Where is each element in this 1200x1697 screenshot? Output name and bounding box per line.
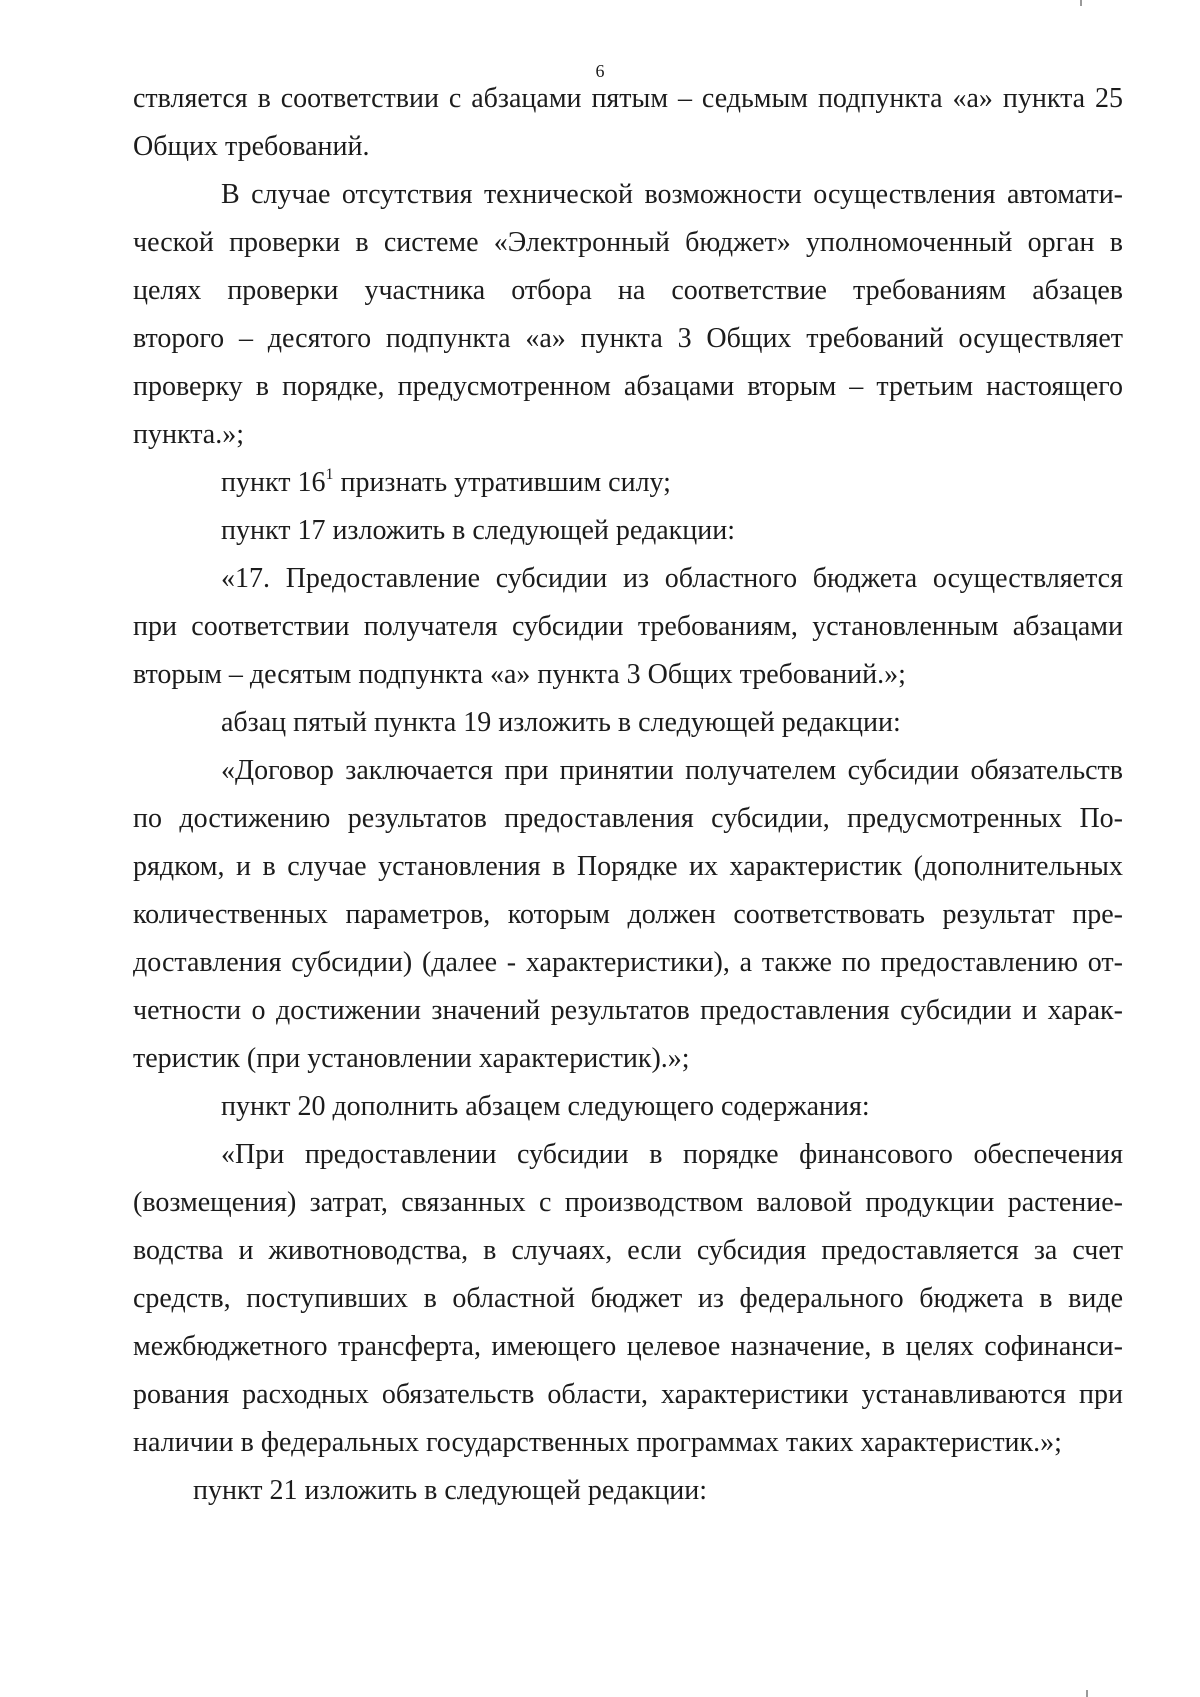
line-text-after: признать утратившим силу; (333, 467, 671, 498)
text-line: ствляется в соответствии с абзацами пятым – седьмым подпункта «а» пункта 25 (133, 83, 1123, 114)
text-line: ческой проверки в системе «Электронный бюджет» уполномоченный орган в (133, 227, 1123, 258)
text-line: при соответствии получателя субсидии требованиям, установленным абзацами (133, 611, 1123, 642)
scan-artifact-top-right (1080, 0, 1082, 6)
text-line: проверку в порядке, предусмотренном абзацами вторым – третьим настоящего (133, 371, 1123, 402)
text-line-with-superscript (133, 459, 1123, 507)
page-number: 6 (595, 61, 605, 81)
text-line: по достижению результатов предоставления субсидии, предусмотренных По- (133, 803, 1123, 834)
text-line: межбюджетного трансферта, имеющего целевое назначение, в целях софинанси- (133, 1331, 1123, 1362)
scan-artifact-bottom-right (1086, 1690, 1088, 1697)
text-line: Общих требований. (133, 131, 370, 162)
text-line: количественных параметров, которым должен соответствовать результат пре- (133, 899, 1123, 930)
text-line: пункт 21 изложить в следующей редакции: (193, 1475, 707, 1506)
text-line: пункта.»; (133, 419, 244, 450)
text-line: абзац пятый пункта 19 изложить в следующей редакции: (221, 707, 901, 738)
superscript: 1 (325, 465, 334, 483)
line-text-before: пункт 16 (221, 467, 326, 498)
text-line: В случае отсутствия технической возможности осуществления автомати- (221, 179, 1123, 210)
text-line: вторым – десятым подпункта «а» пункта 3 Общих требований.»; (133, 659, 906, 690)
text-line: водства и животноводства, в случаях, если субсидия предоставляется за счет (133, 1235, 1123, 1266)
text-line: рядком, и в случае установления в Порядке их характеристик (дополнительных (133, 851, 1123, 882)
text-line: «Договор заключается при принятии получателем субсидии обязательств (221, 755, 1123, 786)
text-line: пункт 20 дополнить абзацем следующего содержания: (221, 1091, 870, 1122)
text-line: (возмещения) затрат, связанных с производством валовой продукции растение- (133, 1187, 1123, 1218)
text-line: теристик (при установлении характеристик).»; (133, 1043, 690, 1074)
text-line: «При предоставлении субсидии в порядке финансового обеспечения (221, 1139, 1123, 1170)
text-line: доставления субсидии) (далее - характеристики), а также по предоставлению от- (133, 947, 1123, 978)
text-line: четности о достижении значений результатов предоставления субсидии и харак- (133, 995, 1123, 1026)
text-line: целях проверки участника отбора на соответствие требованиям абзацев (133, 275, 1123, 306)
text-line: рования расходных обязательств области, характеристики устанавливаются при (133, 1379, 1123, 1410)
document-body (133, 75, 1123, 1515)
text-line: средств, поступивших в областной бюджет из федерального бюджета в виде (133, 1283, 1123, 1314)
text-line: «17. Предоставление субсидии из областного бюджета осуществляется (221, 563, 1123, 594)
text-line: пункт 17 изложить в следующей редакции: (221, 515, 735, 546)
text-line: второго – десятого подпункта «а» пункта 3 Общих требований осуществляет (133, 323, 1123, 354)
text-line: наличии в федеральных государственных программах таких характеристик.»; (133, 1427, 1062, 1458)
